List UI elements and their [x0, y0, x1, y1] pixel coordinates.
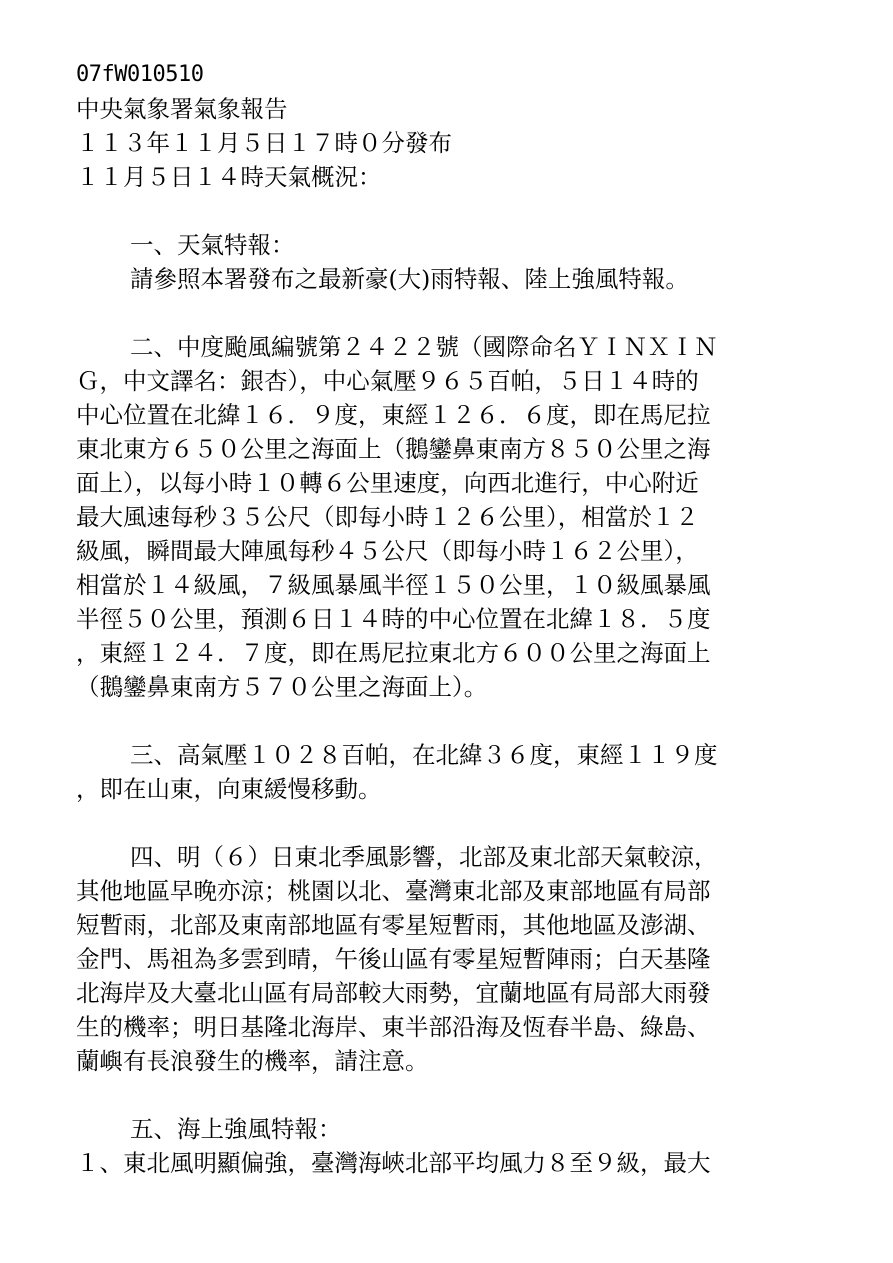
paragraph-line: 東北東方６５０公里之海面上（鵝鑾鼻東南方８５０公里之海 — [76, 435, 711, 463]
paragraph-line: 金門、馬祖為多雲到晴，午後山區有零星短暫陣雨；白天基隆 — [76, 945, 711, 973]
spacer — [76, 194, 816, 228]
spacer — [76, 704, 816, 738]
section-1-title: 一、天氣特報： — [130, 231, 295, 259]
spacer — [76, 296, 816, 330]
spacer — [76, 1078, 816, 1112]
paragraph-line: ，即在山東，向東緩慢移動。 — [76, 775, 382, 803]
paragraph-line: 北海岸及大臺北山區有局部較大雨勢，宜蘭地區有局部大雨發 — [76, 979, 711, 1007]
paragraph-line: （鵝鑾鼻東南方５７０公里之海面上）。 — [76, 673, 488, 701]
spacer — [76, 806, 816, 840]
paragraph-line: 四、明（６）日東北季風影響，北部及東北部天氣較涼， — [130, 843, 718, 871]
paragraph-line: 級風，瞬間最大陣風每秒４５公尺（即每小時１６２公里）， — [76, 537, 699, 565]
section-1-body: 請參照本署發布之最新豪(大)雨特報、陸上強風特報。 — [130, 265, 689, 293]
paragraph-line: 半徑５０公里，預測６日１４時的中心位置在北緯１８．５度 — [76, 605, 711, 633]
paragraph-line: Ｇ，中文譯名：銀杏），中心氣壓９６５百帕，５日１４時的 — [76, 367, 699, 395]
weather-report-document — [76, 58, 816, 1180]
paragraph-line: 相當於１４級風，７級風暴風半徑１５０公里，１０級風暴風 — [76, 571, 711, 599]
agency-title: 中央氣象署氣象報告 — [76, 95, 288, 123]
overview-heading: １１月５日１４時天氣概況： — [76, 163, 382, 191]
section-5-item-1: １、東北風明顯偏強，臺灣海峽北部平均風力８至９級，最大 — [76, 1149, 711, 1177]
paragraph-line: 蘭嶼有長浪發生的機率，請注意。 — [76, 1047, 429, 1075]
paragraph-line: 二、中度颱風編號第２４２２號（國際命名ＹＩＮＸＩＮ — [130, 333, 718, 361]
section-5-title: 五、海上強風特報： — [130, 1115, 342, 1143]
paragraph-line: 其他地區早晚亦涼；桃園以北、臺灣東北部及東部地區有局部 — [76, 877, 711, 905]
section-4-forecast — [76, 840, 816, 1078]
paragraph-line: 生的機率；明日基隆北海岸、東半部沿海及恆春半島、綠島、 — [76, 1013, 711, 1041]
issue-time: １１３年１１月５日１７時０分發布 — [76, 129, 452, 157]
paragraph-line: ，東經１２４．７度，即在馬尼拉東北方６００公里之海面上 — [76, 639, 711, 667]
report-code: 07fW010510 — [76, 62, 204, 87]
paragraph-line: 中心位置在北緯１６．９度，東經１２６．６度，即在馬尼拉 — [76, 401, 711, 429]
paragraph-line: 三、高氣壓１０２８百帕，在北緯３６度，東經１１９度 — [130, 741, 718, 769]
section-3-high-pressure — [76, 738, 816, 806]
section-2-typhoon — [76, 330, 816, 704]
paragraph-line: 面上），以每小時１０轉６公里速度，向西北進行，中心附近 — [76, 469, 699, 497]
paragraph-line: 最大風速每秒３５公尺（即每小時１２６公里），相當於１２ — [76, 503, 699, 531]
paragraph-line: 短暫雨，北部及東南部地區有零星短暫雨，其他地區及澎湖、 — [76, 911, 711, 939]
